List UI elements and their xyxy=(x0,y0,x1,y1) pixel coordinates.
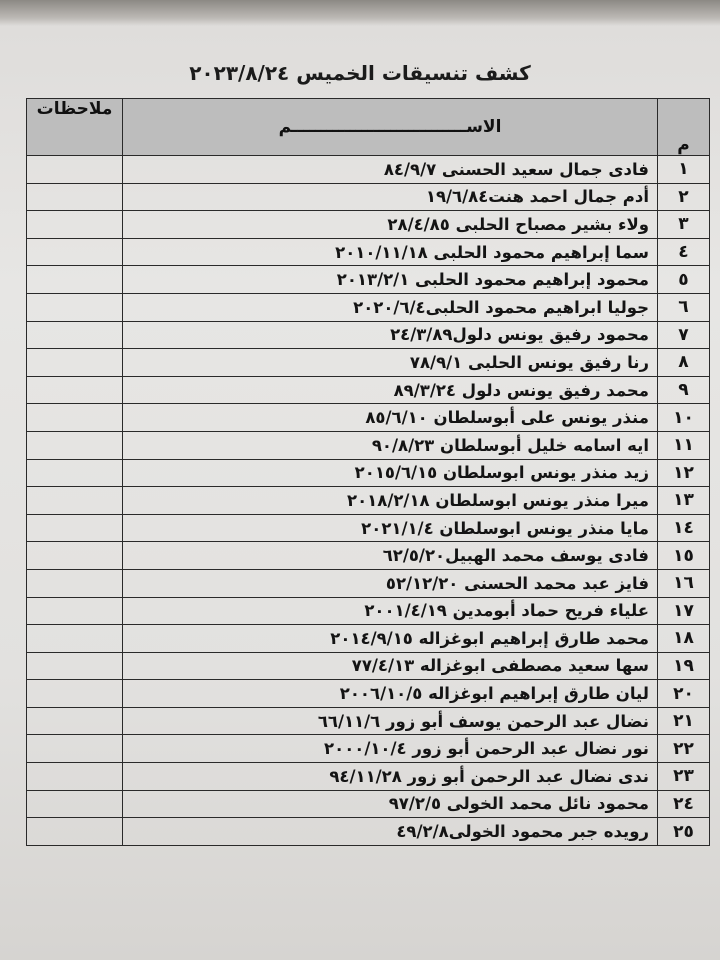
table-row xyxy=(27,431,710,459)
row-number: ١٧ xyxy=(658,597,710,625)
row-name: ندى نضال عبد الرحمن أبو زور ٩٤/١١/٢٨ xyxy=(123,763,658,791)
row-name: ميرا منذر يونس ابوسلطان ٢٠١٨/٢/١٨ xyxy=(123,487,658,515)
header-number: م xyxy=(658,99,710,156)
row-notes xyxy=(27,266,123,294)
row-number: ٨ xyxy=(658,349,710,377)
row-number: ٢١ xyxy=(658,707,710,735)
row-number: ٩ xyxy=(658,376,710,404)
table-row xyxy=(27,625,710,653)
table-row xyxy=(27,542,710,570)
row-name: فايز عبد محمد الحسنى ٥٢/١٢/٢٠ xyxy=(123,569,658,597)
row-number: ٢٥ xyxy=(658,818,710,846)
row-notes xyxy=(27,735,123,763)
row-notes xyxy=(27,349,123,377)
row-notes xyxy=(27,514,123,542)
row-notes xyxy=(27,625,123,653)
row-name: أدم جمال احمد هنت١٩/٦/٨٤ xyxy=(123,183,658,211)
header-notes: ملاحظات xyxy=(27,99,123,156)
table-row xyxy=(27,156,710,184)
row-notes xyxy=(27,404,123,432)
page-title: كشف تنسيقات الخميس ٢٠٢٣/٨/٢٤ xyxy=(189,61,531,85)
row-number: ١٨ xyxy=(658,625,710,653)
row-name: مايا منذر يونس ابوسلطان ٢٠٢١/١/٤ xyxy=(123,514,658,542)
row-name: محمود نائل محمد الخولى ٩٧/٢/٥ xyxy=(123,790,658,818)
table-row xyxy=(27,266,710,294)
row-number: ١٢ xyxy=(658,459,710,487)
row-number: ١٩ xyxy=(658,652,710,680)
row-number: ٢٢ xyxy=(658,735,710,763)
row-number: ١١ xyxy=(658,431,710,459)
row-name: نور نضال عبد الرحمن أبو زور ٢٠٠٠/١٠/٤ xyxy=(123,735,658,763)
row-notes xyxy=(27,763,123,791)
row-number: ٧ xyxy=(658,321,710,349)
row-number: ١ xyxy=(658,156,710,184)
row-notes xyxy=(27,818,123,846)
page-top-shadow xyxy=(0,0,720,26)
row-notes xyxy=(27,376,123,404)
row-notes xyxy=(27,680,123,708)
table-row xyxy=(27,211,710,239)
row-notes xyxy=(27,542,123,570)
row-name: نضال عبد الرحمن يوسف أبو زور ٦٦/١١/٦ xyxy=(123,707,658,735)
table-row xyxy=(27,349,710,377)
table-row xyxy=(27,459,710,487)
row-name: محمود إبراهيم محمود الحلبى ٢٠١٣/٢/١ xyxy=(123,266,658,294)
row-number: ٣ xyxy=(658,211,710,239)
row-number: ٦ xyxy=(658,293,710,321)
row-name: ليان طارق إبراهيم ابوغزاله ٢٠٠٦/١٠/٥ xyxy=(123,680,658,708)
row-number: ١٠ xyxy=(658,404,710,432)
row-number: ٥ xyxy=(658,266,710,294)
row-name: فادى يوسف محمد الهبيل٦٢/٥/٢٠ xyxy=(123,542,658,570)
row-notes xyxy=(27,211,123,239)
row-notes xyxy=(27,569,123,597)
row-notes xyxy=(27,459,123,487)
table-row xyxy=(27,597,710,625)
row-name: ولاء بشير مصباح الحلبى ٢٨/٤/٨٥ xyxy=(123,211,658,239)
row-notes xyxy=(27,487,123,515)
row-number: ٤ xyxy=(658,238,710,266)
row-name: رنا رفيق يونس الحلبى ٧٨/٩/١ xyxy=(123,349,658,377)
table-row xyxy=(27,404,710,432)
table-row xyxy=(27,569,710,597)
row-number: ٢٤ xyxy=(658,790,710,818)
table-row xyxy=(27,790,710,818)
header-name: الاســــــــــــــــــــــــــــــم xyxy=(123,99,658,156)
row-number: ١٥ xyxy=(658,542,710,570)
table-row xyxy=(27,680,710,708)
table-row xyxy=(27,183,710,211)
row-name: رويده جبر محمود الخولى٤٩/٢/٨ xyxy=(123,818,658,846)
row-notes xyxy=(27,156,123,184)
table-row xyxy=(27,818,710,846)
table-header-row xyxy=(27,99,710,156)
row-name: ايه اسامه خليل أبوسلطان ٩٠/٨/٢٣ xyxy=(123,431,658,459)
row-name: منذر يونس على أبوسلطان ٨٥/٦/١٠ xyxy=(123,404,658,432)
row-name: سها سعيد مصطفى ابوغزاله ٧٧/٤/١٣ xyxy=(123,652,658,680)
table-row xyxy=(27,514,710,542)
row-notes xyxy=(27,431,123,459)
row-notes xyxy=(27,183,123,211)
row-number: ١٣ xyxy=(658,487,710,515)
row-number: ٢٠ xyxy=(658,680,710,708)
table-row xyxy=(27,652,710,680)
row-name: زيد منذر يونس ابوسلطان ٢٠١٥/٦/١٥ xyxy=(123,459,658,487)
table-row xyxy=(27,238,710,266)
row-notes xyxy=(27,238,123,266)
row-number: ١٤ xyxy=(658,514,710,542)
row-name: سما إبراهيم محمود الحلبى ٢٠١٠/١١/١٨ xyxy=(123,238,658,266)
row-number: ٢٣ xyxy=(658,763,710,791)
table-row xyxy=(27,707,710,735)
row-name: محمود رفيق يونس دلول٢٤/٣/٨٩ xyxy=(123,321,658,349)
names-table xyxy=(26,98,710,846)
row-number: ١٦ xyxy=(658,569,710,597)
row-notes xyxy=(27,321,123,349)
row-notes xyxy=(27,707,123,735)
row-notes xyxy=(27,790,123,818)
row-notes xyxy=(27,652,123,680)
table-body xyxy=(27,156,710,846)
table-row xyxy=(27,763,710,791)
row-name: محمد طارق إبراهيم ابوغزاله ٢٠١٤/٩/١٥ xyxy=(123,625,658,653)
row-number: ٢ xyxy=(658,183,710,211)
row-name: محمد رفيق يونس دلول ٨٩/٣/٢٤ xyxy=(123,376,658,404)
table-row xyxy=(27,376,710,404)
table-row xyxy=(27,293,710,321)
row-name: جوليا ابراهيم محمود الحلبى٢٠٢٠/٦/٤ xyxy=(123,293,658,321)
row-notes xyxy=(27,597,123,625)
row-name: فادى جمال سعيد الحسنى ٨٤/٩/٧ xyxy=(123,156,658,184)
table-row xyxy=(27,487,710,515)
row-notes xyxy=(27,293,123,321)
table-row xyxy=(27,321,710,349)
table-row xyxy=(27,735,710,763)
row-name: علياء فريح حماد أبومدين ٢٠٠١/٤/١٩ xyxy=(123,597,658,625)
